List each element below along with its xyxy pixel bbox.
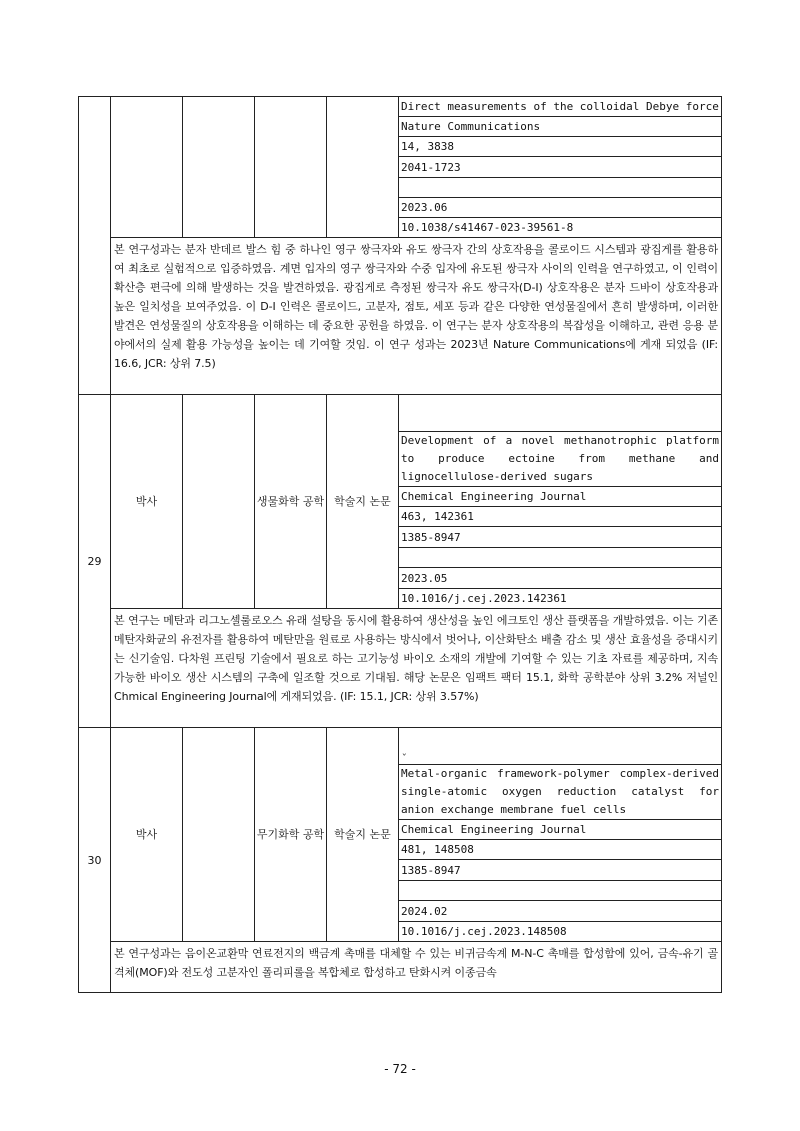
- doi: 10.1038/s41467-023-39561-8: [399, 218, 722, 238]
- achievement-table: [78, 96, 722, 993]
- volume-page: 14, 3838: [399, 137, 722, 157]
- pub-date: 2023.05: [399, 568, 722, 589]
- field-cell: 무기화학 공학: [255, 728, 327, 942]
- blank-cell: [183, 97, 255, 238]
- description-text: 본 연구성과는 음이온교환막 연료전지의 백금계 촉매를 대체할 수 있는 비귀금속계 M-N-C 촉매를 합성함에 있어, 금속-유기 골격체(MOF)와 전도성 고분자인 폴리피롤을 복합체로 합성하고 탄화시켜 이종금속: [111, 942, 722, 993]
- blank-field: [399, 178, 722, 198]
- type-cell: 학술지 논문: [327, 395, 399, 609]
- blank-cell: [183, 395, 255, 609]
- description-row: [79, 609, 722, 728]
- journal-name: Chemical Engineering Journal: [399, 487, 722, 507]
- pub-date: 2023.06: [399, 198, 722, 218]
- blank-field: [399, 395, 722, 432]
- description-row: [79, 942, 722, 993]
- field-cell: 생물화학 공학: [255, 395, 327, 609]
- doi: 10.1016/j.cej.2023.142361: [399, 589, 722, 609]
- blank-field: [399, 548, 722, 568]
- table-row: [79, 97, 722, 117]
- issn: 2041-1723: [399, 157, 722, 178]
- paper-title: Metal-organic framework-polymer complex-derived single-atomic oxygen reduction catalyst for anion exchange membrane fuel cells: [399, 765, 722, 820]
- page-number: - 72 -: [384, 1062, 416, 1076]
- degree-cell: 박사: [111, 395, 183, 609]
- volume-page: 463, 142361: [399, 507, 722, 527]
- description-text: 본 연구성과는 분자 반데르 발스 힘 중 하나인 영구 쌍극자와 유도 쌍극자 간의 상호작용을 콜로이드 시스템과 광집게를 활용하여 최초로 실험적으로 입증하였음. 계면 입자의 영구 쌍극자와 수중 입자에 유도된 쌍극자 사이의 인력을 연구하였고, 이 인력이 확산층 편극에 의해 발생하는 것을 발견하였음. 광집게로 측정된 쌍극자 유도 쌍극자(D-I) 상호작용은 분자 드바이 상호작용과 높은 일치성을 보여주었음. 이 D-I 인력은 콜로이드, 고분자, 점토, 세포 등과 같은 다양한 연성물질에서 흔히 발생하며, 이러한 발견은 연성물질의 상호작용을 이해하는 데 중요한 공헌을 하였음. 이 연구는 분자 상호작용의 복잡성을 이해하고, 관련 응용 분야에서의 실제 활용 가능성을 높이는 데 기여할 것임. 이 연구 성과는 2023년 Nature Communications에 게재 되었음 (IF: 16.6, JCR: 상위 7.5): [111, 238, 722, 395]
- blank-cell: [183, 728, 255, 942]
- blank-field: ˇ: [399, 728, 722, 765]
- table-row: [79, 728, 722, 765]
- field-cell: [255, 97, 327, 238]
- paper-title: Development of a novel methanotrophic platform to produce ectoine from methane and lignocellulose-derived sugars: [399, 432, 722, 487]
- description-text: 본 연구는 메탄과 리그노셀룰로오스 유래 설탕을 동시에 활용하여 생산성을 높인 에크토인 생산 플랫폼을 개발하였음. 이는 기존 메탄자화균의 유전자를 활용하여 메탄만을 원료로 사용하는 방식에서 벗어나, 이산화탄소 배출 감소 및 생산 효율성을 증대시키는 신기술임. 다차원 프린팅 기술에서 필요로 하는 고기능성 바이오 소재의 개발에 기여할 수 있는 기초 자료를 제공하며, 지속 가능한 바이오 생산 시스템의 구축에 일조할 것으로 기대됨. 해당 논문은 임팩트 팩터 15.1, 화학 공학분야 상위 3.2% 저널인 Chmical Engineering Journal에 게재되었음. (IF: 15.1, JCR: 상위 3.57%): [111, 609, 722, 728]
- type-cell: 학술지 논문: [327, 728, 399, 942]
- row-number: 30: [79, 728, 111, 993]
- issn: 1385-8947: [399, 860, 722, 881]
- paper-title: Direct measurements of the colloidal Debye force: [399, 97, 722, 117]
- journal-name: Chemical Engineering Journal: [399, 820, 722, 840]
- issn: 1385-8947: [399, 527, 722, 548]
- journal-name: Nature Communications: [399, 117, 722, 137]
- degree-cell: 박사: [111, 728, 183, 942]
- volume-page: 481, 148508: [399, 840, 722, 860]
- doi: 10.1016/j.cej.2023.148508: [399, 922, 722, 942]
- description-row: [79, 238, 722, 395]
- table-row: [79, 395, 722, 432]
- row-number: 29: [79, 395, 111, 728]
- pub-date: 2024.02: [399, 901, 722, 922]
- row-number: [79, 97, 111, 395]
- degree-cell: [111, 97, 183, 238]
- blank-field: [399, 881, 722, 901]
- type-cell: [327, 97, 399, 238]
